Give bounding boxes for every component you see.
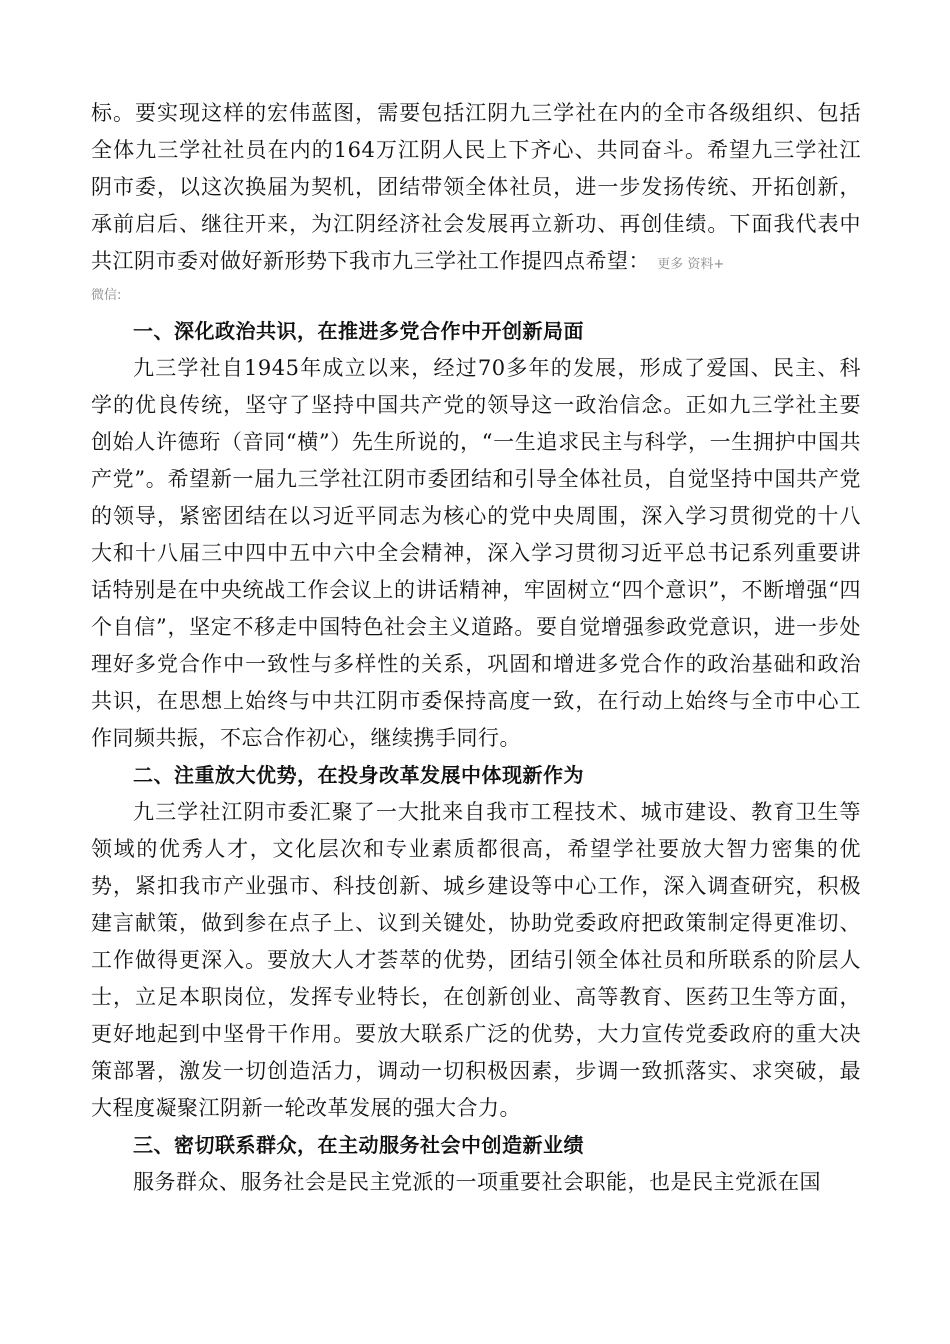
promo-note-continued: 微信: <box>91 288 122 303</box>
section-2-body: 九三学社江阴市委汇聚了一大批来自我市工程技术、城市建设、教育卫生等领域的优秀人才，文化层次和专业素质都很高，希望学社要放大智力密集的优势，紧扣我市产业强市、科技创新、城乡建设等中心工作，深入调查研究，积极建言献策，做到参在点子上、议到关键处，协助党委政府把政策制定得更准切、工作做得更深入。要放大人才荟萃的优势，团结引领全体社员和所联系的阶层人士，立足本职岗位，发挥专业特长，在创新创业、高等教育、医药卫生等方面，更好地起到中坚骨干作用。要放大联系广泛的优势，大力宣传党委政府的重大决策部署，激发一切创造活力，调动一切积极因素，步调一致抓落实、求突破，最大程度凝聚江阴新一轮改革发展的强大合力。 <box>91 800 861 1120</box>
document-page <box>91 95 861 1201</box>
section-3-body: 服务群众、服务社会是民主党派的一项重要社会职能，也是民主党派在国 <box>133 1170 821 1194</box>
intro-paragraph <box>91 95 861 283</box>
promo-note: 更多 资料+ <box>657 257 725 272</box>
section-1-body: 九三学社自1945年成立以来，经过70多年的发展，形成了爱国、民主、科学的优良传统，坚守了坚持中国共产党的领导这一政治信念。正如九三学社主要创始人许德珩（音同“横”）先生所说的，“一生追求民主与科学，一生拥护中国共产党”。希望新一届九三学社江阴市委团结和引导全体社员，自觉坚持中国共产党的领导，紧密团结在以习近平同志为核心的党中央周围，深入学习贯彻党的十八大和十八届三中四中五中六中全会精神，深入学习贯彻习近平总书记系列重要讲话特别是在中央统战工作会议上的讲话精神，牢固树立“四个意识”，不断增强“四个自信”，坚定不移走中国特色社会主义道路。要自觉增强参政党意识，进一步处理好多党合作中一致性与多样性的关系，巩固和增进多党合作的政治基础和政治共识，在思想上始终与中共江阴市委保持高度一致，在行动上始终与全市中心工作同频共振，不忘合作初心，继续携手同行。 <box>91 356 861 750</box>
section-3-heading: 三、密切联系群众，在主动服务社会中创造新业绩 <box>133 1133 584 1157</box>
section-1-heading: 一、深化政治共识，在推进多党合作中开创新局面 <box>133 319 584 343</box>
intro-text: 标。要实现这样的宏伟蓝图，需要包括江阴九三学社在内的全市各级组织、包括全体九三学社社员在内的164万江阴人民上下齐心、共同奋斗。希望九三学社江阴市委，以这次换届为契机，团结带领全体社员，进一步发扬传统、开拓创新，承前启后、继往开来，为江阴经济社会发展再立新功、再创佳绩。下面我代表中共江阴市委对做好新形势下我市九三学社工作提四点希望： <box>91 101 861 273</box>
section-2-heading: 二、注重放大优势，在投身改革发展中体现新作为 <box>133 763 584 787</box>
